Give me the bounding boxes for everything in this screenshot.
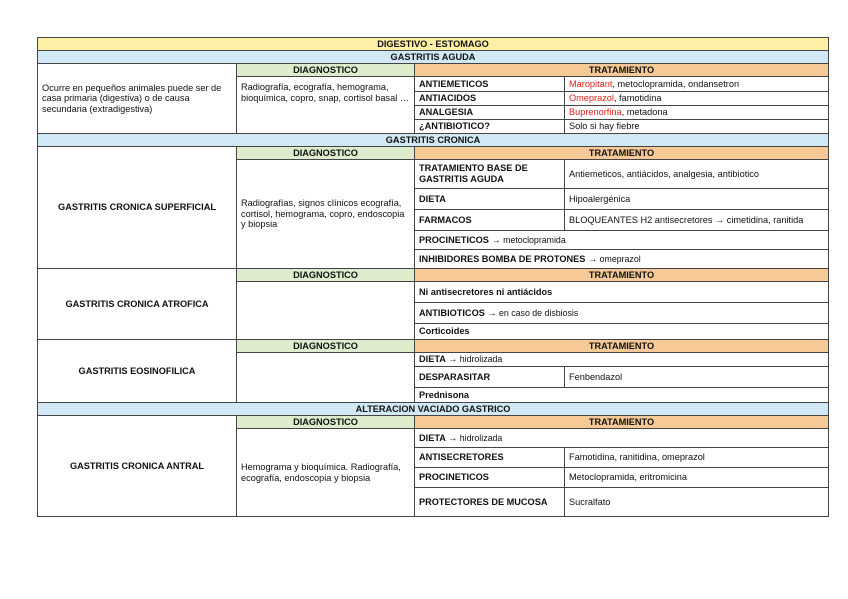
aguda-row-value: Solo si hay fiebre (565, 120, 829, 134)
treatment-label: Ni antisecretores ni antiácidos (419, 286, 553, 297)
eosinofilica-diagnostico-empty (237, 353, 415, 403)
aguda-description: Ocurre en pequeños animales puede ser de casa primaria (digestiva) o de causa secundaria (extradigestiva) (38, 64, 237, 134)
diagnostico-header: DIAGNOSTICO (237, 147, 415, 160)
aguda-row-label: ANALGESIA (415, 106, 565, 120)
treatment-label: PROTECTORES DE MUCOSA (415, 488, 565, 517)
aguda-row-value (565, 92, 829, 106)
inhibidores-row (415, 250, 829, 269)
treatment-label: ANTISECRETORES (415, 448, 565, 468)
drug-list-rest: , famotidina (613, 93, 662, 104)
tratamiento-header: TRATAMIENTO (415, 416, 829, 429)
diagnostico-header: DIAGNOSTICO (237, 416, 415, 429)
diagnostico-header: DIAGNOSTICO (237, 64, 415, 77)
aguda-row-value (565, 106, 829, 120)
treatment-value: BLOQUEANTES H2 antisecretores → cimetidina, ranitida (565, 210, 829, 231)
treatment-label: INHIBIDORES BOMBA DE PROTONES → (419, 253, 598, 264)
aguda-row-value (565, 77, 829, 92)
treatment-detail: omeprazol (597, 253, 641, 264)
treatment-value: Hipoalergénica (565, 189, 829, 210)
drug-list-rest: , metadona (621, 107, 668, 118)
atrofica-row (415, 324, 829, 340)
section-vaciado-gastrico: ALTERACION VACIADO GASTRICO (38, 403, 829, 416)
treatment-label: ANTIBIOTICOS → (419, 307, 497, 318)
disease-antral: GASTRITIS CRONICA ANTRAL (38, 416, 237, 517)
section-gastritis-cronica: GASTRITIS CRONICA (38, 134, 829, 147)
aguda-row-label: ANTIACIDOS (415, 92, 565, 106)
treatment-label: FARMACOS (415, 210, 565, 231)
treatment-detail: hidrolizada (457, 432, 503, 443)
treatment-table (37, 37, 829, 517)
diagnostico-header: DIAGNOSTICO (237, 340, 415, 353)
aguda-diagnostico: Radiografía, ecografía, hemograma, bioquímica, copro, snap, cortisol basal … (237, 77, 415, 134)
disease-atrofica: GASTRITIS CRONICA ATROFICA (38, 269, 237, 340)
treatment-value: Famotidina, ranitidina, omeprazol (565, 448, 829, 468)
eosinofilica-dieta-row (415, 353, 829, 367)
disease-eosinofilica: GASTRITIS EOSINOFILICA (38, 340, 237, 403)
treatment-label: DIETA → (419, 354, 458, 365)
procineticos-row (415, 231, 829, 250)
treatment-value: Antiemeticos, antiácidos, analgesia, antibiotico (565, 160, 829, 189)
treatment-detail: hidrolizada (457, 354, 503, 365)
digestive-stomach-table (37, 37, 828, 517)
aguda-row-label: ¿ANTIBIOTICO? (415, 120, 565, 134)
antral-dieta-row (415, 429, 829, 448)
tratamiento-header: TRATAMIENTO (415, 340, 829, 353)
atrofica-row (415, 303, 829, 324)
section-gastritis-aguda: GASTRITIS AGUDA (38, 51, 829, 64)
treatment-value: Sucralfato (565, 488, 829, 517)
tratamiento-header: TRATAMIENTO (415, 147, 829, 160)
disease-superficial: GASTRITIS CRONICA SUPERFICIAL (38, 147, 237, 269)
atrofica-diagnostico-empty (237, 282, 415, 340)
atrofica-row (415, 282, 829, 303)
diagnostico-header: DIAGNOSTICO (237, 269, 415, 282)
treatment-detail: metoclopramida (500, 234, 566, 245)
treatment-value: Metoclopramida, eritromicina (565, 468, 829, 488)
superficial-diagnostico: Radiografías, signos clínicos ecografía, cortisol, hemograma, copro, endoscopia y biopsia (237, 160, 415, 269)
treatment-label: PROCINETICOS (415, 468, 565, 488)
antral-diagnostico: Hemograma y bioquímica. Radiografía, ecografía, endoscopia y biopsia (237, 429, 415, 517)
highlighted-drug: Omeprazol (569, 93, 614, 104)
treatment-label: DESPARASITAR (415, 367, 565, 388)
document-title: DIGESTIVO - ESTOMAGO (38, 38, 829, 51)
highlighted-drug: Maropitant (569, 78, 613, 89)
treatment-value: Fenbendazol (565, 367, 829, 388)
treatment-label: PROCINETICOS → (419, 234, 501, 245)
drug-list-rest: , metoclopramida, ondansetron (612, 78, 740, 89)
tratamiento-header: TRATAMIENTO (415, 64, 829, 77)
treatment-label: Corticoides (419, 326, 470, 337)
treatment-detail: en caso de disbiosis (496, 307, 579, 318)
treatment-label: TRATAMIENTO BASE DE GASTRITIS AGUDA (415, 160, 565, 189)
highlighted-drug: Buprenorfina (569, 107, 622, 118)
tratamiento-header: TRATAMIENTO (415, 269, 829, 282)
treatment-label: DIETA (415, 189, 565, 210)
aguda-row-label: ANTIEMETICOS (415, 77, 565, 92)
treatment-label: DIETA → (419, 432, 458, 443)
eosinofilica-prednisona: Prednisona (415, 388, 829, 403)
